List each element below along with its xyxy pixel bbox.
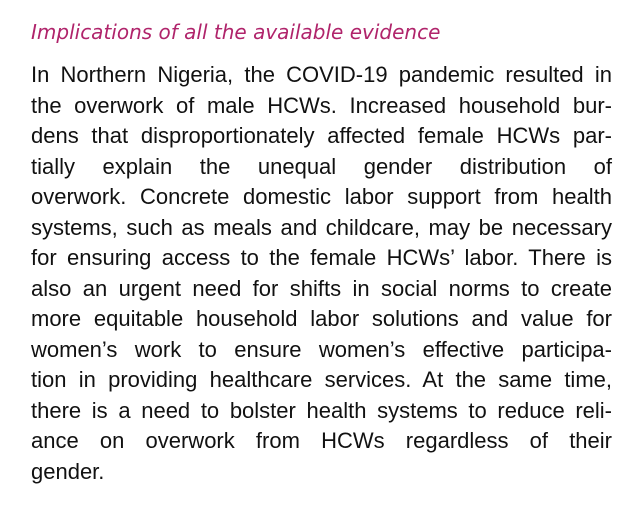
paragraph-line: systems, such as meals and childcare, may be necessary (31, 214, 612, 240)
paragraph-line: gender. (31, 458, 105, 484)
paragraph-line: In Northern Nigeria, the COVID-19 pandemic resulted in (31, 62, 612, 87)
paragraph-line: for ensuring access to the female HCWs’ labor. There is (31, 245, 612, 270)
paragraph-line: also an urgent need for shifts in social norms to create (31, 275, 612, 301)
paragraph-line: dens that disproportionately affected female HCWs par- (31, 123, 612, 148)
section-heading: Implications of all the available evidence (31, 20, 441, 44)
paragraph-line: tion in providing healthcare services. At the same time, (31, 367, 612, 392)
paragraph-line: women’s work to ensure women’s effective participa- (31, 336, 612, 362)
paragraph-line: ance on overwork from HCWs regardless of their (31, 428, 612, 453)
paragraph-line: overwork. Concrete domestic labor support from health (31, 184, 612, 209)
paragraph-line: there is a need to bolster health systems to reduce reli- (31, 397, 612, 423)
paragraph-line: the overwork of male HCWs. Increased household bur- (31, 92, 612, 118)
paragraph-line: more equitable household labor solutions and value for (31, 306, 612, 331)
paragraph-line: tially explain the unequal gender distribution of (31, 153, 612, 179)
body-paragraph (31, 60, 612, 487)
